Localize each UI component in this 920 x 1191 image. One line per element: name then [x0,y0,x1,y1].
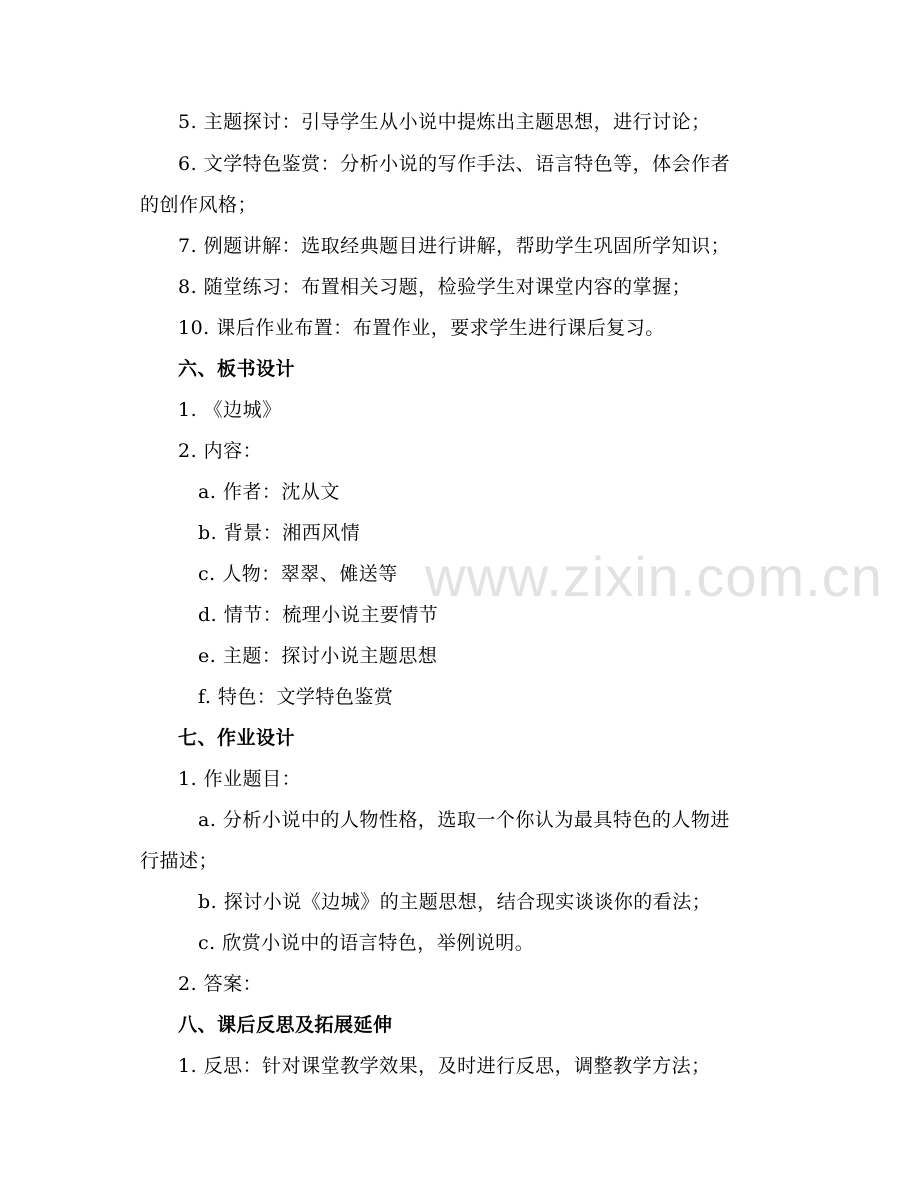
section-heading-reflection-extension: 八、课后反思及拓展延伸 [178,1014,393,1036]
sub-item-a-character-analysis: a. 分析小说中的人物性格，选取一个你认为最具特色的人物进 [198,809,730,831]
list-item-book-title: 1. 《边城》 [178,399,282,421]
sub-item-characters: c. 人物：翠翠、傩送等 [198,563,398,585]
list-item-reflection: 1. 反思：针对课堂教学效果，及时进行反思，调整教学方法； [178,1055,711,1077]
sub-item-plot: d. 情节：梳理小说主要情节 [198,604,439,626]
list-item-6-continuation: 的创作风格； [140,194,258,216]
sub-item-author: a. 作者：沈从文 [198,481,340,503]
list-item-8-class-practice: 8. 随堂练习：布置相关习题，检验学生对课堂内容的掌握； [178,276,692,298]
sub-item-background: b. 背景：湘西风情 [198,522,361,544]
watermark: www.zixin.com.cn [425,545,883,608]
sub-item-theme: e. 主题：探讨小说主题思想 [198,645,438,667]
list-item-answers: 2. 答案： [178,973,263,995]
list-item-homework-topics: 1. 作业题目： [178,768,302,790]
sub-item-a-continuation: 行描述； [140,850,219,872]
list-item-7-example-explanation: 7. 例题讲解：选取经典题目进行讲解，帮助学生巩固所学知识； [178,235,731,257]
list-item-content: 2. 内容： [178,440,263,462]
list-item-6-literary-appreciation: 6. 文学特色鉴赏：分析小说的写作手法、语言特色等，体会作者 [178,153,731,175]
list-item-10-homework-assignment: 10. 课后作业布置：布置作业，要求学生进行课后复习。 [178,317,665,339]
sub-item-c-language-features: c. 欣赏小说中的语言特色，举例说明。 [198,932,535,954]
sub-item-b-theme-discussion: b. 探讨小说《边城》的主题思想，结合现实谈谈你的看法； [198,891,712,913]
section-heading-blackboard-design: 六、板书设计 [178,358,296,380]
sub-item-features: f. 特色：文学特色鉴赏 [198,686,394,708]
section-heading-homework-design: 七、作业设计 [178,727,296,749]
list-item-5-topic-discussion: 5. 主题探讨：引导学生从小说中提炼出主题思想，进行讨论； [178,111,711,133]
